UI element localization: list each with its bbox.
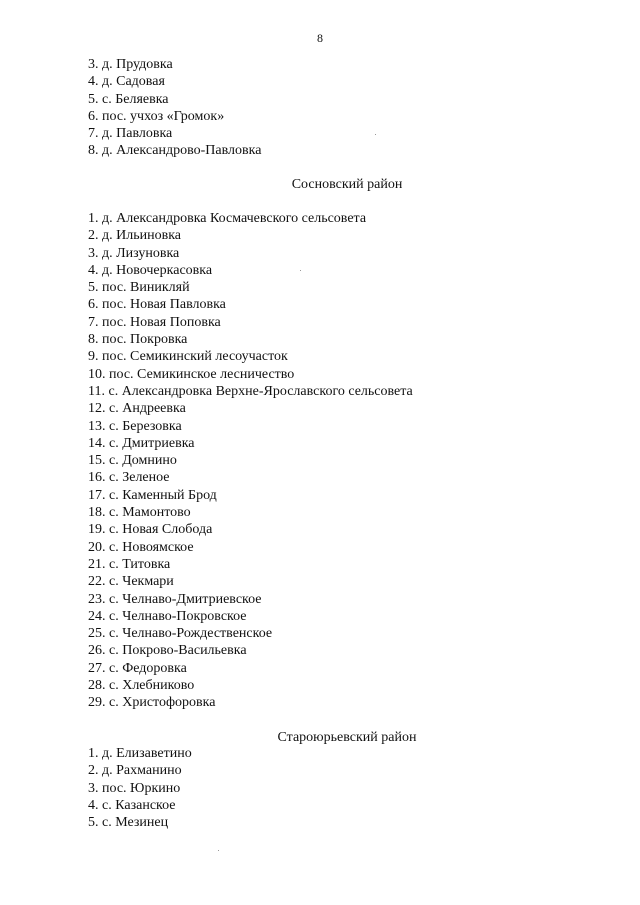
list-item: 7. д. Павловка — [88, 126, 173, 142]
page-number: 8 — [317, 31, 323, 45]
list-item: 2. д. Рахманино — [88, 763, 182, 779]
list-item: 22. с. Чекмари — [88, 574, 174, 590]
list-item: 3. пос. Юркино — [88, 780, 181, 796]
list-item: 4. с. Казанское — [88, 797, 176, 813]
list-item: 11. с. Александровка Верхне-Ярославского сельсовета — [88, 383, 413, 399]
list-item: 6. пос. Новая Павловка — [88, 297, 226, 313]
list-item: 9. пос. Семикинский лесоучасток — [88, 349, 288, 365]
list-item: 18. с. Мамонтово — [88, 505, 191, 521]
list-item: 5. с. Беляевка — [88, 91, 169, 107]
list-item: 3. д. Лизуновка — [88, 245, 180, 261]
list-item: 5. с. Мезинец — [88, 815, 169, 831]
list-item: 5. пос. Виникляй — [88, 280, 190, 296]
list-item: 10. пос. Семикинское лесничество — [88, 366, 295, 382]
list-item: 25. с. Челнаво-Рождественское — [88, 626, 273, 642]
list-item: 19. с. Новая Слобода — [88, 522, 213, 538]
list-item: 14. с. Дмитриевка — [88, 435, 195, 451]
list-item: 17. с. Каменный Брод — [88, 487, 217, 503]
list-item: 8. д. Александрово-Павловка — [88, 143, 262, 159]
list-item: 20. с. Новоямское — [88, 539, 194, 555]
list-item: 4. д. Новочеркасовка — [88, 262, 213, 278]
list-item: 21. с. Титовка — [88, 556, 171, 572]
list-item: 3. д. Прудовка — [88, 57, 173, 72]
list-item: 27. с. Федоровка — [88, 660, 187, 676]
list-item: 24. с. Челнаво-Покровское — [88, 608, 247, 624]
list-item: 29. с. Христофоровка — [88, 695, 216, 711]
list-item: 23. с. Челнаво-Дмитриевское — [88, 591, 262, 607]
list-item: 2. д. Ильиновка — [88, 228, 182, 244]
settlement-list-continued — [88, 56, 261, 160]
settlement-list-sosnovsky — [88, 210, 413, 712]
list-item: 26. с. Покрово-Васильевка — [88, 643, 247, 659]
scan-speck — [218, 850, 219, 851]
list-item: 15. с. Домнино — [88, 453, 177, 469]
settlement-list-staroyurievsky — [88, 745, 192, 831]
list-item: 1. д. Александровка Космачевского сельсовета — [88, 211, 367, 226]
list-item: 6. пос. учхоз «Громок» — [88, 108, 225, 124]
list-item: 8. пос. Покровка — [88, 332, 188, 348]
scan-speck — [300, 270, 301, 271]
section-heading-sosnovsky: Сосновский район — [291, 177, 403, 192]
list-item: 7. пос. Новая Поповка — [88, 314, 221, 330]
list-item: 4. д. Садовая — [88, 74, 165, 90]
list-item: 12. с. Андреевка — [88, 401, 186, 417]
list-item: 28. с. Хлебниково — [88, 678, 195, 694]
list-item: 16. с. Зеленое — [88, 470, 170, 486]
section-heading-staroyurievsky: Староюрьевский район — [277, 730, 417, 745]
list-item: 1. д. Елизаветино — [88, 746, 192, 761]
list-item: 13. с. Березовка — [88, 418, 182, 434]
scan-speck — [375, 134, 376, 135]
